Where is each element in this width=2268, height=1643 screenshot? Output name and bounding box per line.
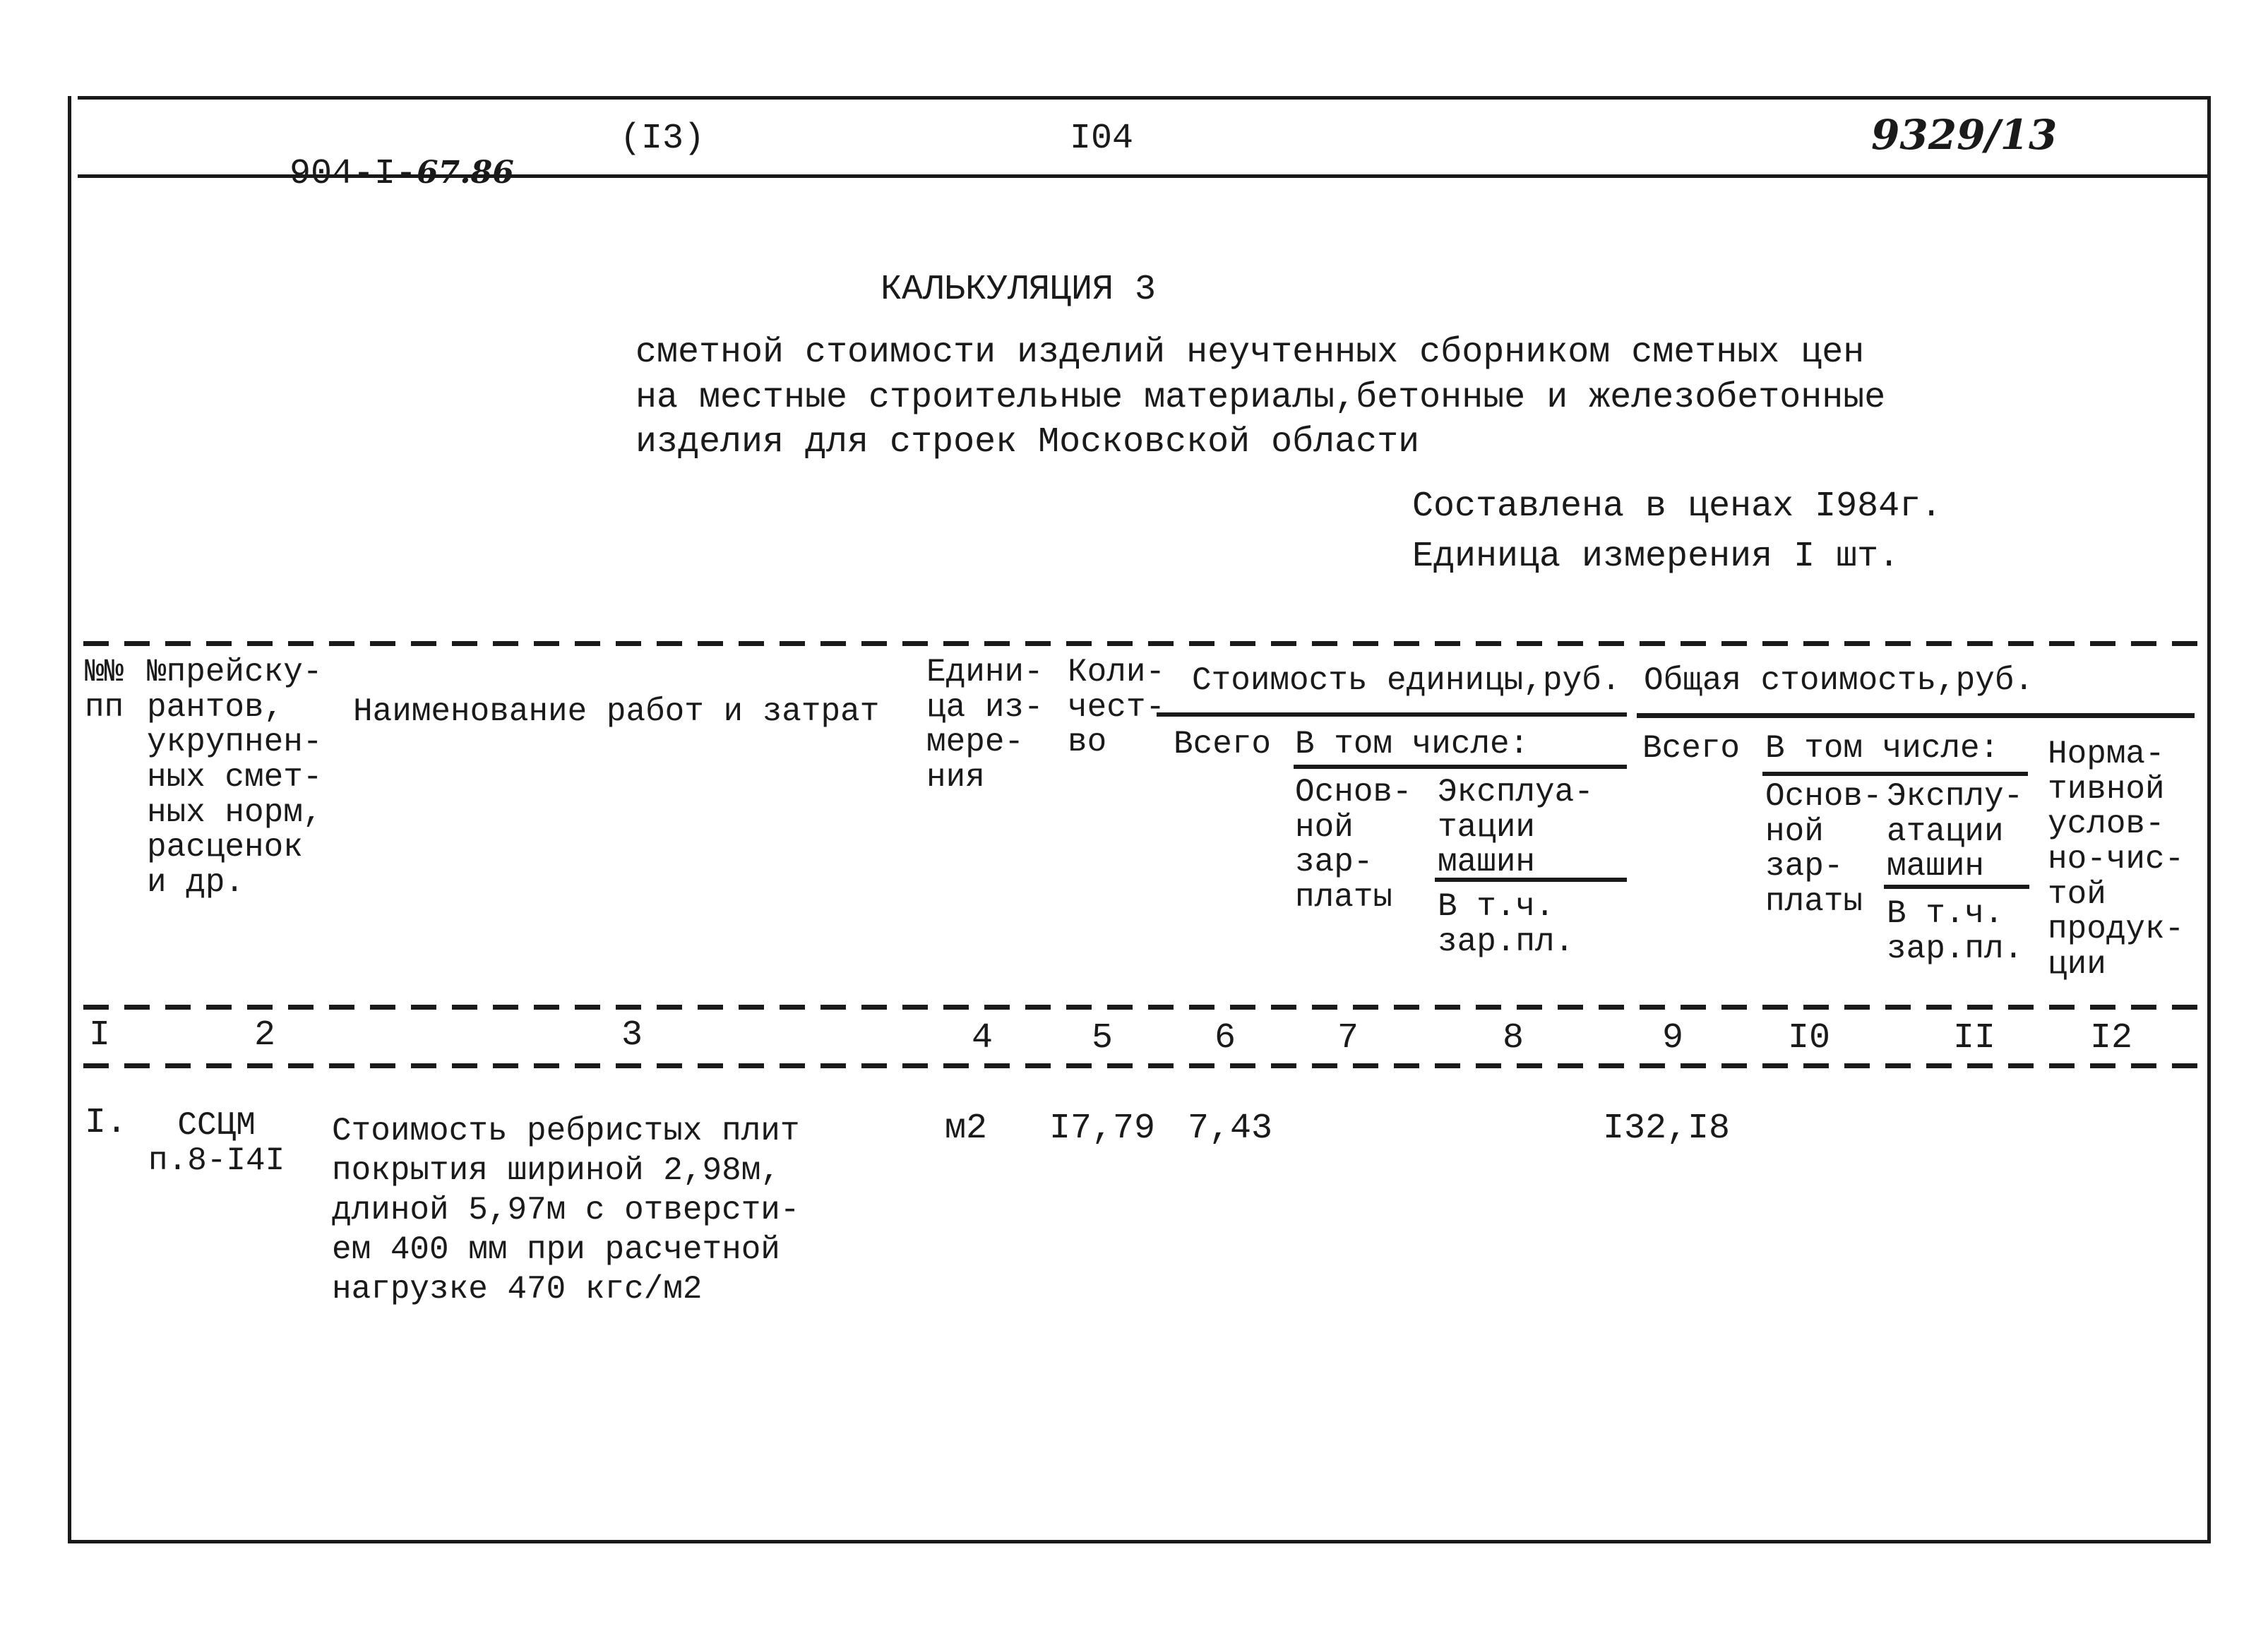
row-number: I. xyxy=(85,1103,128,1143)
column-number: I0 xyxy=(1788,1018,1831,1058)
row-work-name: Стоимость ребристых плит покрытия шириной 2,98м, длиной 5,97м с отверсти- ем 400 мм при расчетной нагрузке 470 кгс/м2 xyxy=(332,1113,800,1308)
column-numbers-rule xyxy=(83,1063,2202,1068)
row-pricelist-ref: ССЦМ п.8-I4I xyxy=(148,1107,285,1179)
column-number: I2 xyxy=(2090,1018,2133,1058)
row-unit: м2 xyxy=(945,1109,988,1149)
archive-number: 9329/13 xyxy=(1871,111,2058,159)
doc-code-print: 904-I- xyxy=(290,154,417,194)
header-unit-total: Всего xyxy=(1174,726,1272,763)
header-total-machines: Эксплу- атации машин xyxy=(1887,778,2024,885)
header-total: Всего xyxy=(1642,730,1741,767)
frame-bottom xyxy=(68,1540,2211,1543)
doc-code-handwritten: 67.86 xyxy=(417,155,514,191)
header-total-machine-wages: В т.ч. зар.пл. xyxy=(1887,895,2024,967)
row-total: I32,I8 xyxy=(1603,1109,1731,1149)
column-number: 4 xyxy=(972,1018,993,1058)
title-line-3: изделия для строек Московской области xyxy=(635,422,1420,462)
header-unit-machine-wages: В т.ч. зар.пл. xyxy=(1438,888,1575,960)
title-line-1: сметной стоимости изделий неучтенных сборником сметных цен xyxy=(635,333,1865,373)
column-number: 9 xyxy=(1662,1018,1684,1058)
sheet-ref: (I3) xyxy=(620,119,705,159)
header-total-wages: Основ- ной зар- платы xyxy=(1765,778,1882,921)
table-top-rule xyxy=(83,641,2202,646)
title-line-2: на местные строительные материалы,бетонные и железобетонные xyxy=(635,378,1886,418)
incl2-underline xyxy=(1762,772,2028,776)
header-incl2: В том числе: xyxy=(1765,730,2000,767)
column-number: 5 xyxy=(1092,1018,1114,1058)
column-number: 3 xyxy=(621,1015,643,1056)
unit-of-measure: Единица измерения I шт. xyxy=(1412,537,1900,577)
header-row-number: №№ пп xyxy=(85,654,124,726)
price-basis: Составлена в ценах I984г. xyxy=(1412,486,1942,527)
frame-top xyxy=(78,96,2210,100)
row-unit-total: 7,43 xyxy=(1188,1109,1273,1149)
header-pricelist-ref: №прейску- рантов, укрупнен- ных смет- ных норм, расценок и др. xyxy=(147,654,323,902)
page-number: I04 xyxy=(1070,119,1134,159)
machines2-underline xyxy=(1884,885,2029,889)
total-cost-underline xyxy=(1637,713,2195,718)
column-number: 8 xyxy=(1503,1018,1524,1058)
column-number: 7 xyxy=(1337,1018,1359,1058)
column-number: II xyxy=(1953,1018,1996,1058)
header-work-name: Наименование работ и затрат xyxy=(353,693,880,730)
header-unit-machines: Эксплуа- тации машин xyxy=(1438,774,1594,881)
header-unit-wages: Основ- ной зар- платы xyxy=(1295,774,1412,916)
column-number: 6 xyxy=(1214,1018,1236,1058)
frame-right xyxy=(2207,96,2211,1543)
calc-heading: КАЛЬКУЛЯЦИЯ 3 xyxy=(881,270,1157,310)
header-incl1: В том числе: xyxy=(1295,726,1529,763)
column-number: 2 xyxy=(254,1015,276,1056)
header-normative-output: Норма- тивной услов- но-чис- той продук- ции xyxy=(2048,736,2185,984)
doc-code xyxy=(247,121,514,192)
header-total-cost: Общая стоимость,руб. xyxy=(1644,662,2034,699)
row-quantity: I7,79 xyxy=(1049,1109,1156,1149)
incl1-underline xyxy=(1294,765,1627,769)
frame-left xyxy=(68,96,71,1543)
column-number: I xyxy=(89,1015,111,1056)
header-unit-cost: Стоимость единицы,руб. xyxy=(1192,662,1621,699)
header-unit: Едини- ца из- мере- ния xyxy=(926,654,1044,796)
unit-cost-underline xyxy=(1157,712,1627,717)
header-quantity: Коли- чест- во xyxy=(1068,654,1166,761)
header-bottom-rule xyxy=(83,1005,2202,1010)
